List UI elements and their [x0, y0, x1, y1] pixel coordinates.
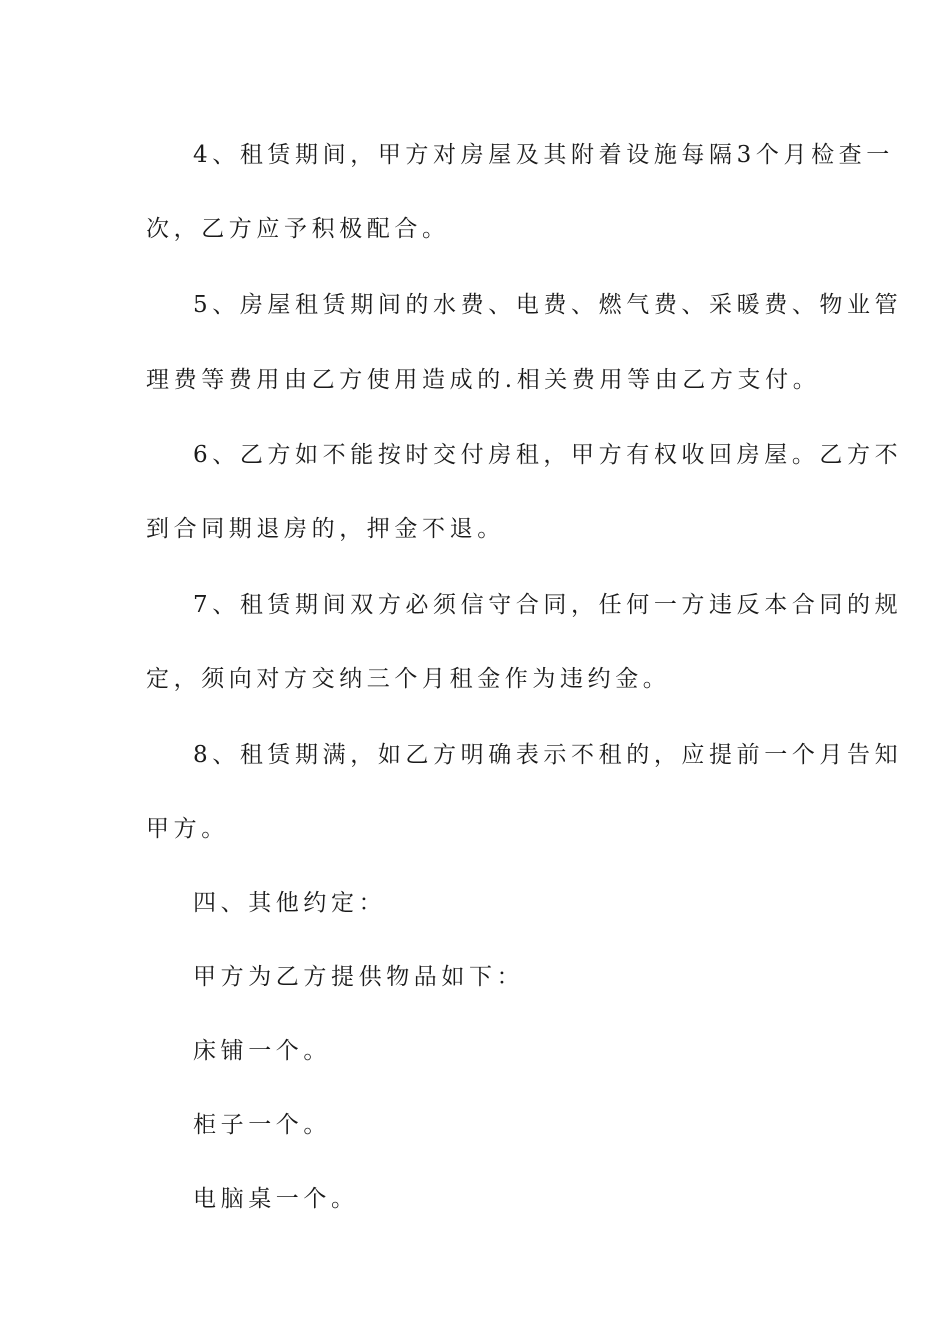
item-computer-desk: 电脑桌一个。 [193, 1186, 359, 1212]
paragraph-5-line-1: 5、房屋租赁期间的水费、电费、燃气费、采暖费、物业管 [193, 292, 903, 318]
paragraph-7-line-1: 7、租赁期间双方必须信守合同，任何一方违反本合同的规 [193, 592, 903, 618]
paragraph-4-line-2: 次，乙方应予积极配合。 [146, 216, 450, 242]
paragraph-7-line-2: 定，须向对方交纳三个月租金作为违约金。 [146, 666, 671, 692]
items-intro: 甲方为乙方提供物品如下： [193, 964, 525, 990]
paragraph-8-line-2: 甲方。 [146, 816, 229, 842]
paragraph-6-line-2: 到合同期退房的，押金不退。 [146, 516, 505, 542]
paragraph-5-line-2: 理费等费用由乙方使用造成的.相关费用等由乙方支付。 [146, 367, 821, 393]
paragraph-6-line-1: 6、乙方如不能按时交付房租，甲方有权收回房屋。乙方不 [193, 442, 903, 468]
section-heading-other-agreements: 四、其他约定： [193, 890, 387, 916]
item-bed: 床铺一个。 [193, 1038, 331, 1064]
paragraph-4-line-1: 4、租赁期间，甲方对房屋及其附着设施每隔3个月检查一 [193, 142, 894, 168]
paragraph-8-line-1: 8、租赁期满，如乙方明确表示不租的，应提前一个月告知 [193, 742, 903, 768]
item-cabinet: 柜子一个。 [193, 1112, 331, 1138]
